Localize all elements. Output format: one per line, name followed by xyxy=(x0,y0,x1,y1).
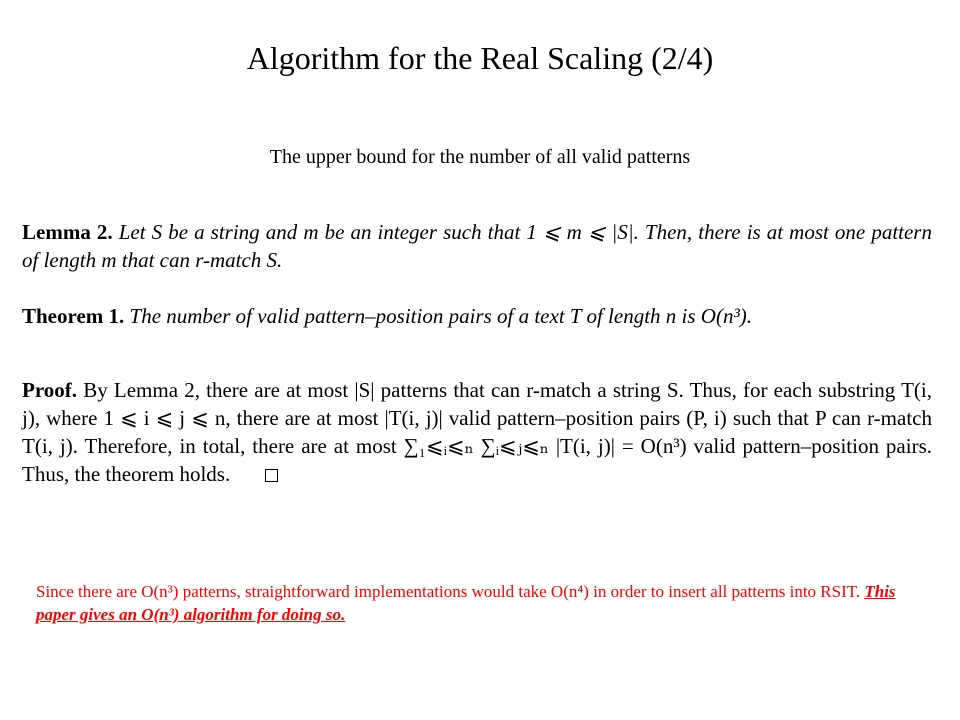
slide-subtitle: The upper bound for the number of all valid patterns xyxy=(269,146,691,168)
theorem-text: The number of valid pattern–position pairs of a text T of length n is O(n³). xyxy=(129,304,752,328)
qed-square-icon xyxy=(265,469,278,482)
lemma-label: Lemma 2. xyxy=(22,220,113,244)
note-block xyxy=(36,580,926,626)
note-text: Since there are O(n³) patterns, straightforward implementations would take O(n⁴) in order to insert all patterns into RSIT. xyxy=(36,582,861,601)
proof-text: By Lemma 2, there are at most |S| patterns that can r-match a string S. Thus, for each substring T(i, j), where 1 ⩽ i ⩽ j ⩽ n, there are at most |T(i, j)| valid pattern–position pairs (P, i) such that P can r-match T(i, j). Therefore, in total, there are at most ∑₁⩽ᵢ⩽ₙ ∑ᵢ⩽ⱼ⩽ₙ |T(i, j)| = O(n³) valid pattern–position pairs. Thus, the theorem holds. xyxy=(22,378,933,486)
note-emphasis: This paper gives an O(n³) algorithm for doing so. xyxy=(36,582,896,624)
theorem-block xyxy=(22,302,932,330)
proof-label: Proof. xyxy=(22,378,78,402)
lemma-text: Let S be a string and m be an integer such that 1 ⩽ m ⩽ |S|. Then, there is at most one pattern of length m that can r-match S. xyxy=(22,220,932,272)
lemma-block xyxy=(22,218,932,274)
slide-title: Algorithm for the Real Scaling (2/4) xyxy=(246,40,714,76)
theorem-label: Theorem 1. xyxy=(22,304,125,328)
proof-block xyxy=(22,376,932,488)
